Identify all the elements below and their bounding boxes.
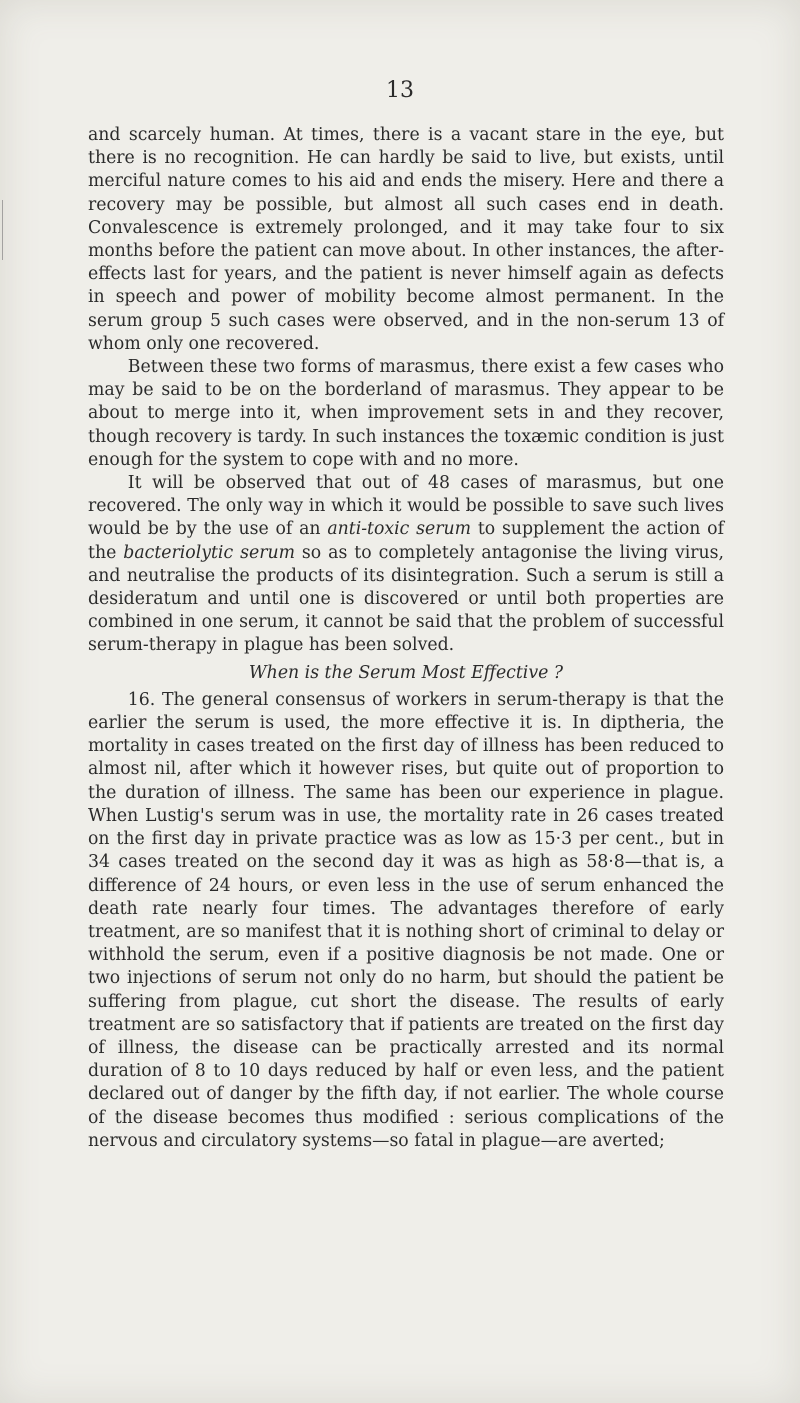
body-text: [88, 124, 724, 1153]
section-heading: When is the Serum Most Effective ?: [248, 662, 564, 683]
bacteriolytic-serum-term: bacteriolytic serum: [123, 542, 295, 563]
paragraph-2: Between these two forms of marasmus, there exist a few cases who may be said to be on the borderland of marasmus. They appear to be about to merge into it, when improvement sets in and they recover, though recovery is tardy. In such instances the toxæmic condition is just enough for the system to cope with and no more.: [88, 357, 724, 470]
paragraph-3: [88, 472, 724, 658]
paragraph-3-part-2: to supplement the action of the: [88, 519, 724, 563]
page-number: 13: [386, 78, 414, 103]
paragraph-3-part-1: It will be observed that out of 48 cases of marasmus, but one recovered. The only way in which it would be possible to save such lives would be by the use of an: [88, 473, 724, 540]
paragraph-16: 16. The general consensus of workers in serum-therapy is that the earlier the serum is used, the more effective it is. In diptheria, the mortality in cases treated on the first day of illness has been reduced to almost nil, after which it however rises, but quite out of proportion to the duration of illness. The same has been our experience in plague. When Lustig's serum was in use, the mortality rate in 26 cases treated on the first day in private practice was as low as 15·3 per cent., but in 34 cases treated on the second day it was as high as 58·8—that is, a difference of 24 hours, or even less in the use of serum enhanced the death rate nearly four times. The advantages therefore of early treatment, are so manifest that it is nothing short of criminal to delay or withhold the serum, even if a positive diagnosis be not made. One or two injections of serum not only do no harm, but should the patient be suffering from plague, cut short the disease. The results of early treatment are so satisfactory that if patients are treated on the first day of illness, the disease can be practically arrested and its normal duration of 8 to 10 days reduced by half or even less, and the patient declared out of danger by the fifth day, if not earlier. The whole course of the disease becomes thus modified : serious complications of the nervous and circulatory systems—so fatal in plague—are averted;: [88, 689, 724, 1151]
binding-mark: [2, 200, 7, 260]
paragraph-3-part-3: so as to completely antagonise the living virus, and neutralise the products of its disintegration. Such a serum is still a desideratum and until one is discovered or until both properties are combined in one serum, it cannot be said that the problem of successful serum-therapy in plague has been solved.: [88, 542, 725, 656]
anti-toxic-serum-term: anti-toxic serum: [327, 519, 472, 540]
paragraph-1: and scarcely human. At times, there is a vacant stare in the eye, but there is no recognition. He can hardly be said to live, but exists, until merciful nature comes to his aid and ends the misery. Here and there a recovery may be possible, but almost all such cases end in death. Convalescence is extremely prolonged, and it may take four to six months before the patient can move about. In other instances, the after-effects last for years, and the patient is never himself again as defects in speech and power of mobility become almost permanent. In the serum group 5 such cases were observed, and in the non-serum 13 of whom only one recovered.: [88, 125, 724, 354]
